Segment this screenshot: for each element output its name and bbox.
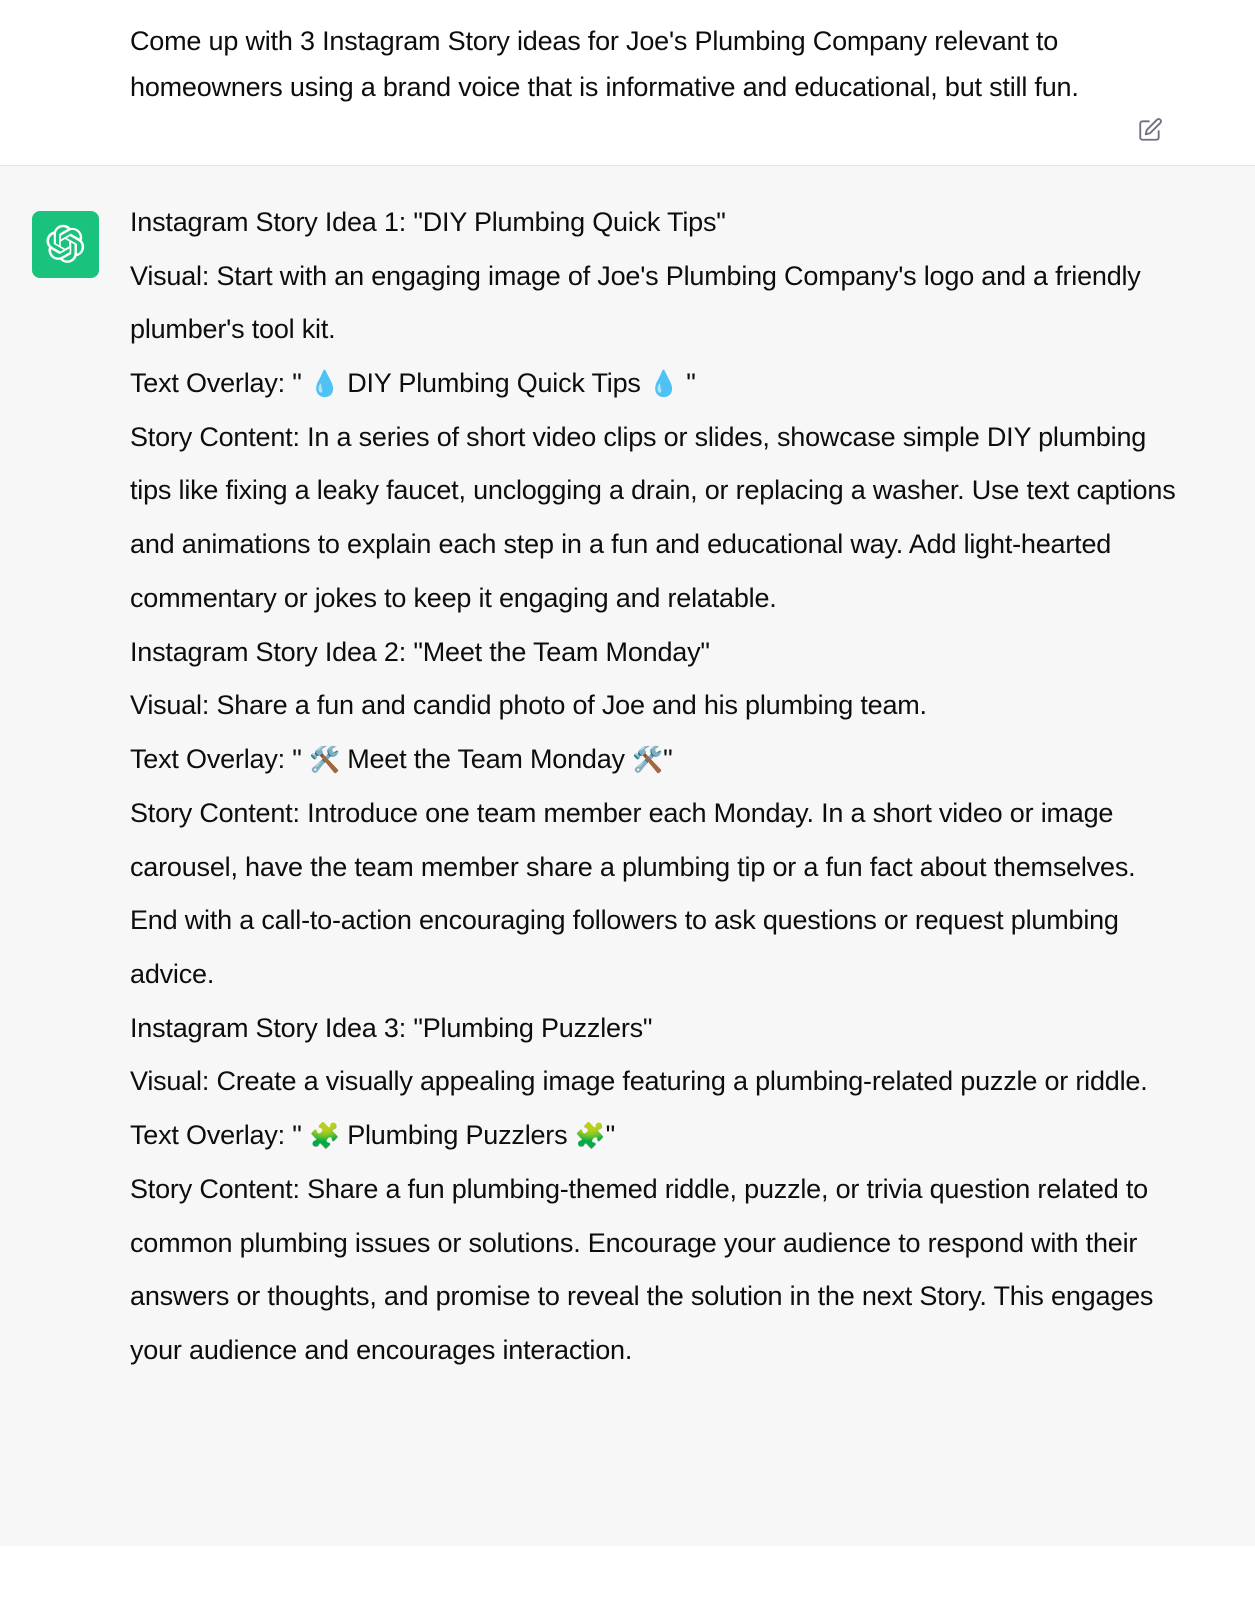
idea-2-visual: Visual: Share a fun and candid photo of Joe and his plumbing team. xyxy=(130,690,927,721)
hammer-and-wrench-icon: 🛠️ xyxy=(308,745,340,775)
idea-3-overlay-text: Plumbing Puzzlers xyxy=(347,1120,568,1151)
quote-open: " xyxy=(292,1120,302,1151)
puzzle-piece-icon: 🧩 xyxy=(308,1121,340,1151)
assistant-message-turn xyxy=(0,166,1255,1546)
idea-1-visual: Visual: Start with an engaging image of Joe's Plumbing Company's logo and a friendly plumber's tool kit. xyxy=(130,260,1141,345)
user-prompt-text: Come up with 3 Instagram Story ideas for Joe's Plumbing Company relevant to homeowners using a brand voice that is informative and educational, but still fun. xyxy=(130,26,1079,103)
openai-logo-icon xyxy=(44,223,86,265)
idea-2-text-overlay xyxy=(130,733,1185,787)
avatar xyxy=(32,211,99,278)
idea-2-story-content: Story Content: Introduce one team member each Monday. In a short video or image carousel, have the team member share a plumbing tip or a fun fact about themselves. End with a call-to-action encouraging followers to ask questions or request plumbing advice. xyxy=(130,797,1136,989)
quote-close: " xyxy=(663,744,673,775)
quote-open: " xyxy=(292,744,302,775)
hammer-and-wrench-icon: 🛠️ xyxy=(632,745,664,775)
edit-pencil-icon[interactable] xyxy=(1137,117,1163,143)
quote-open: " xyxy=(292,368,302,399)
idea-3-visual: Visual: Create a visually appealing image featuring a plumbing-related puzzle or riddle. xyxy=(130,1066,1148,1097)
user-message-turn xyxy=(0,0,1255,165)
text-overlay-label: Text Overlay: xyxy=(130,1120,293,1151)
idea-1-text-overlay xyxy=(130,357,1185,411)
idea-2-heading: Instagram Story Idea 2: "Meet the Team Monday" xyxy=(130,636,710,667)
text-overlay-label: Text Overlay: xyxy=(130,368,293,399)
assistant-avatar-column xyxy=(0,196,130,278)
assistant-message-body xyxy=(130,196,1215,1378)
idea-3-heading: Instagram Story Idea 3: "Plumbing Puzzlers" xyxy=(130,1012,653,1043)
quote-close: " xyxy=(605,1120,616,1151)
idea-1-overlay-text: DIY Plumbing Quick Tips xyxy=(347,368,641,399)
droplet-icon: 💧 xyxy=(308,369,340,399)
puzzle-piece-icon: 🧩 xyxy=(574,1121,606,1151)
idea-1-story-content: Story Content: In a series of short video clips or slides, showcase simple DIY plumbing tips like fixing a leaky faucet, unclogging a drain, or replacing a washer. Use text captions and animations to explain each step in a fun and educational way. Add light-hearted commentary or jokes to keep it engaging and relatable. xyxy=(130,421,1176,613)
idea-3-text-overlay xyxy=(130,1109,1185,1163)
quote-close: " xyxy=(686,368,696,399)
droplet-icon: 💧 xyxy=(648,369,679,399)
idea-2-overlay-text: Meet the Team Monday xyxy=(347,744,625,775)
text-overlay-label: Text Overlay: xyxy=(130,744,293,775)
user-message-actions xyxy=(130,111,1215,155)
idea-3-story-content: Story Content: Share a fun plumbing-themed riddle, puzzle, or trivia question related to common plumbing issues or solutions. Encourage your audience to respond with their answers or thoughts, and promise to reveal the solution in the next Story. This engages your audience and encourages interaction. xyxy=(130,1173,1154,1365)
idea-1-heading: Instagram Story Idea 1: "DIY Plumbing Quick Tips" xyxy=(130,206,726,237)
